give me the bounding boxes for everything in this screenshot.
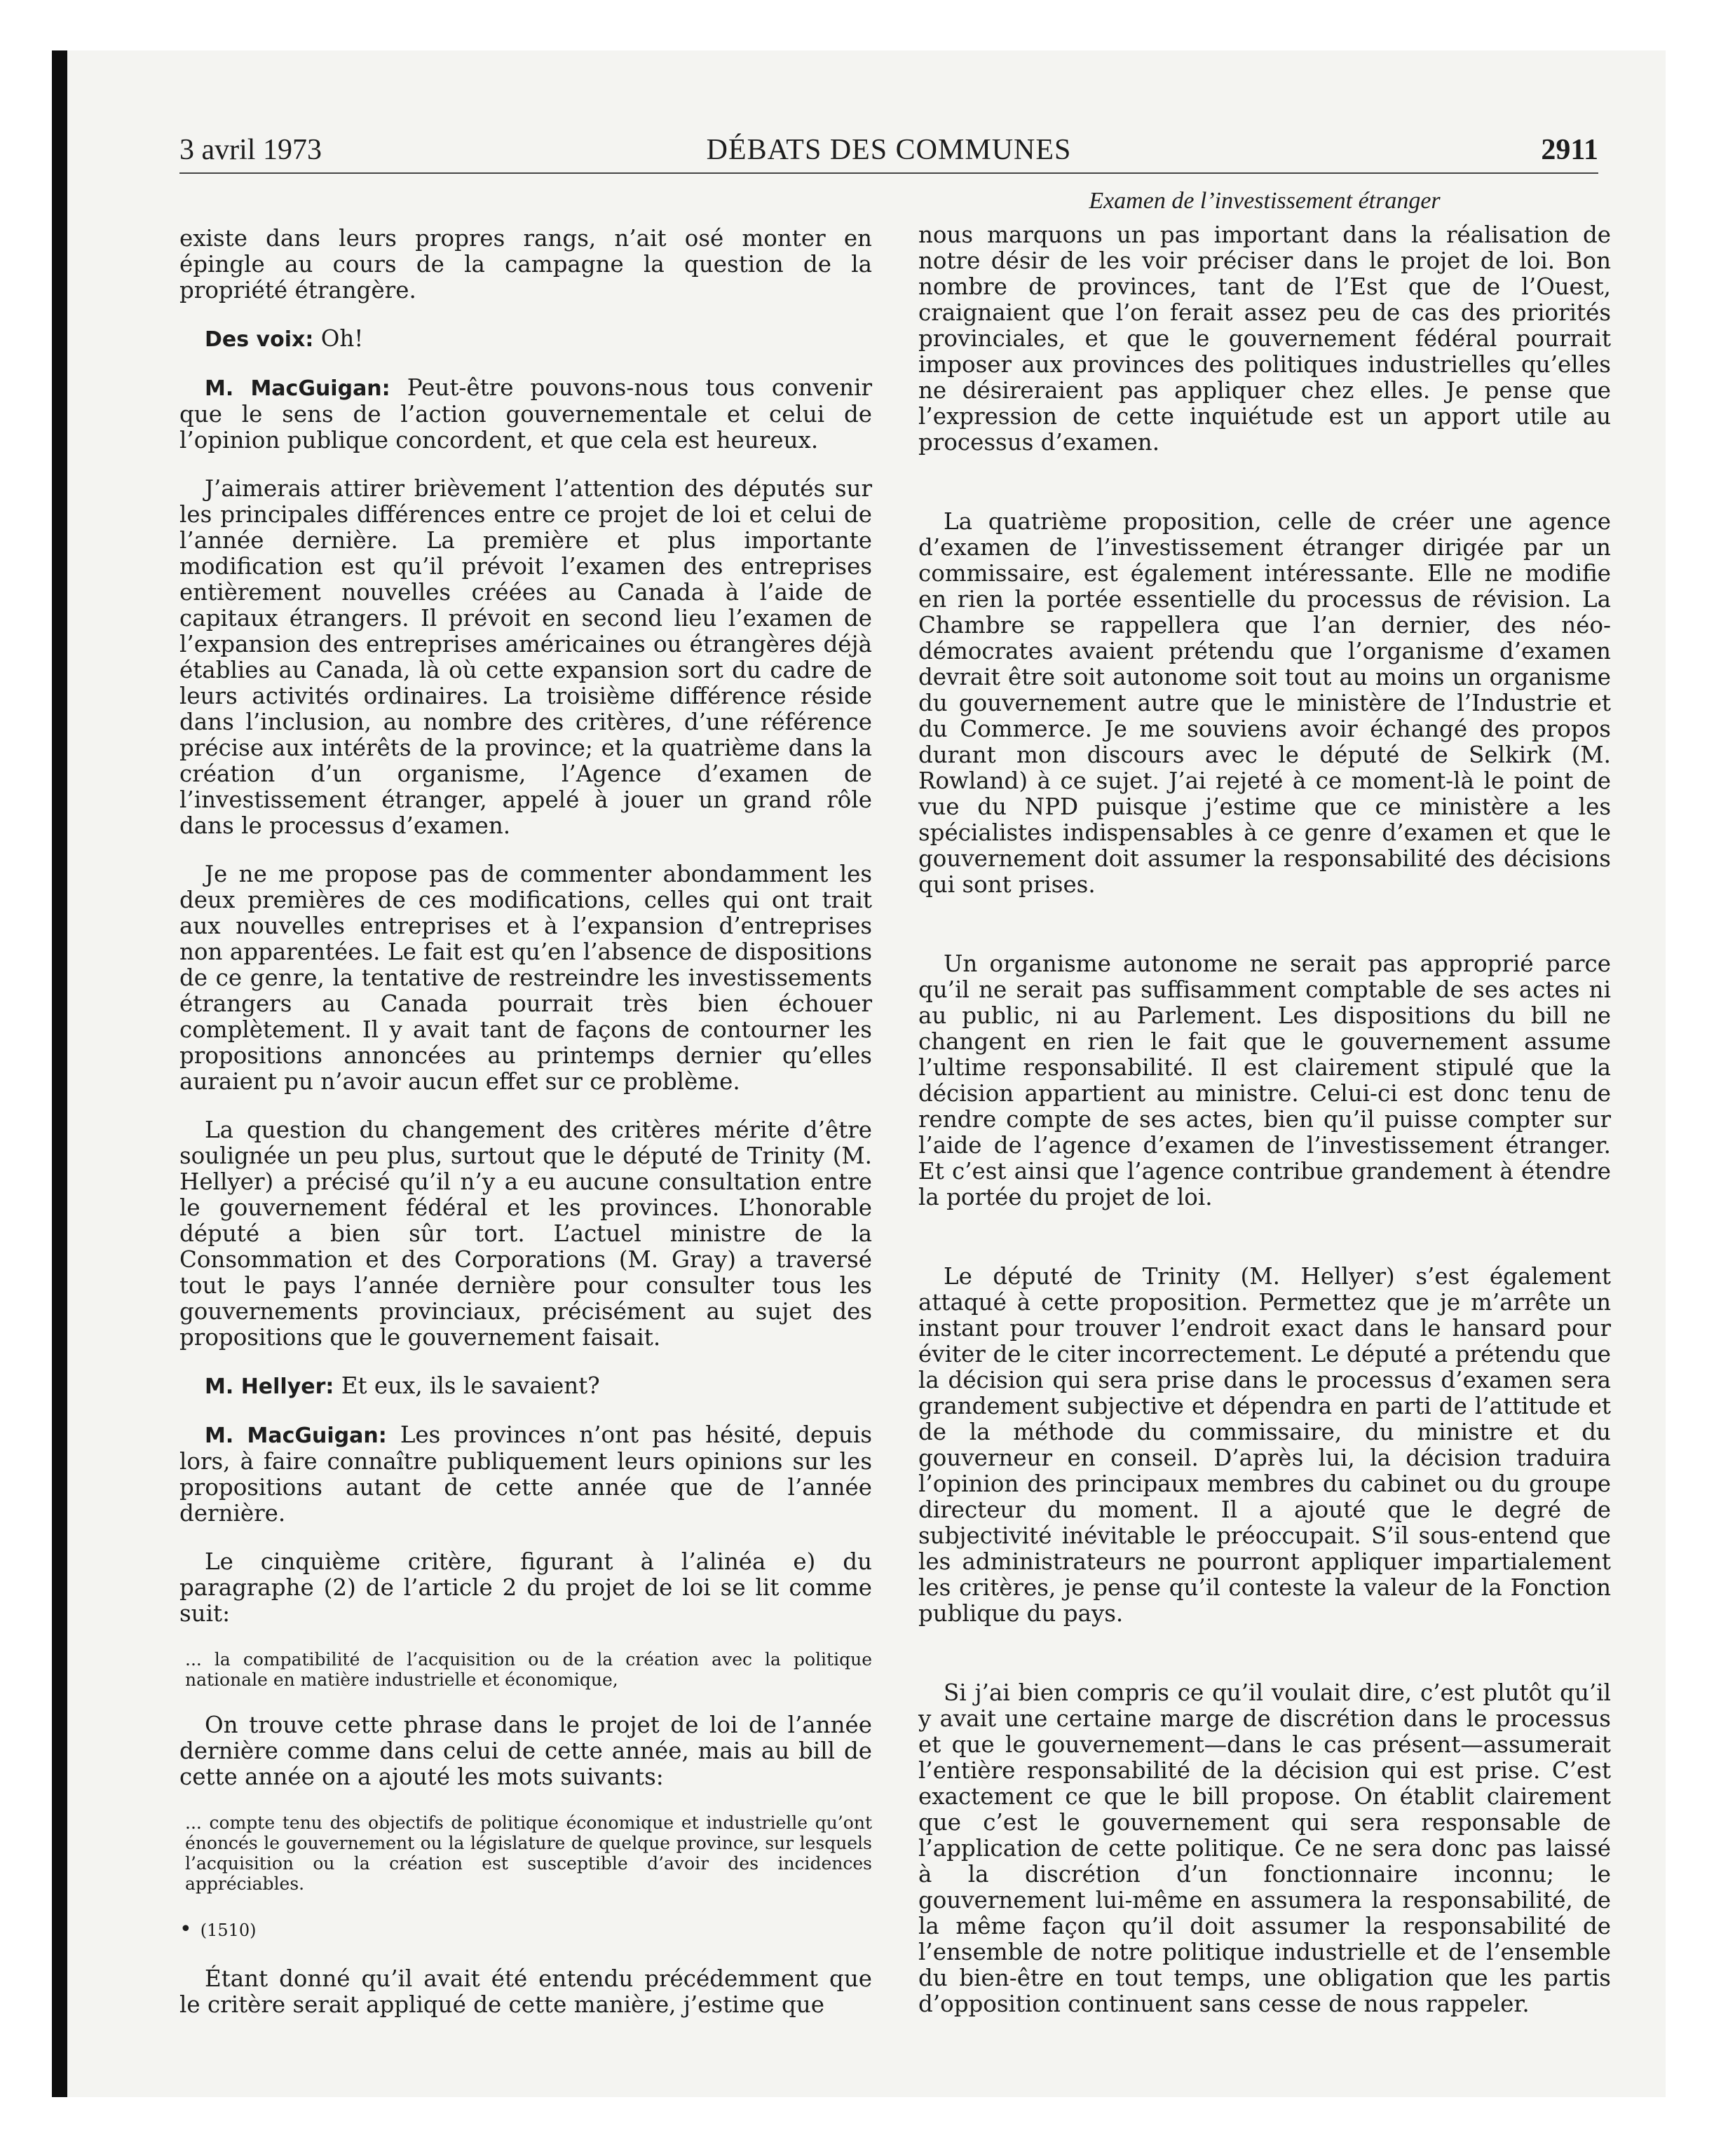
paragraph: J’aimerais attirer brièvement l’attention des députés sur les principales différences entre ce projet de loi et celui de l’année dernière. La première et plus importante modification est qu’il prévoit l’examen des entreprises entièrement nouvelles créées au Canada à l’aide de capitaux étrangers. Il prévoit en second lieu l’examen de l’expansion des entreprises américaines ou étrangères déjà établies au Canada, là où cette expansion sort du cadre de leurs activités ordinaires. La troisième différence réside dans l’inclusion, au nombre des critères, d’une référence précise aux intérêts de la province; et la quatrième dans la création d’un organisme, l’Agence d’examen de l’investissement étranger, appelé à jouer un grand rôle dans le processus d’examen. — [179, 475, 872, 839]
paragraph: Si j’ai bien compris ce qu’il voulait dire, c’est plutôt qu’il y avait une certaine marge de discrétion dans le processus et que le gouvernement—dans le cas présent—assumerait l’entière responsabilité de la décision qui est prise. C’est exactement ce que le bill propose. On établit clairement que c’est le gouvernement qui sera responsable de l’application de cette politique. Ce ne sera donc pas laissé à la discrétion d’un fonctionnaire inconnu; le gouvernement lui-même en assumera la responsabilité, de la même façon qu’il doit assumer la responsabilité de l’ensemble de notre politique industrielle et de l’ensemble du bien-être en tout temps, une obligation que les partis d’opposition continuent sans cesse de nous rappeler. — [918, 1679, 1611, 2017]
speaker-name: M. MacGuigan: — [205, 1424, 387, 1448]
running-head: Examen de l’investissement étranger — [1089, 188, 1441, 214]
time-marker-text: (1510) — [200, 1920, 257, 1940]
time-marker — [179, 1916, 872, 1944]
header-date: 3 avril 1973 — [179, 134, 322, 166]
paragraph: Le cinquième critère, figurant à l’alinéa e) du paragraphe (2) de l’article 2 du projet de loi se lit comme suit: — [179, 1548, 872, 1627]
paragraph: Un organisme autonome ne serait pas approprié parce qu’il ne serait pas suffisamment comptable de ses actes ni au public, ni au Parlement. Les dispositions du bill ne changent en rien le fait que le gouvernement assume l’ultime responsabilité. Il est clairement stipulé que la décision appartient au ministre. Celui-ci est donc tenu de rendre compte de ses actes, bien qu’il puisse compter sur l’aide de l’agence d’examen de l’investissement étranger. Et c’est ainsi que l’agence contribue grandement à étendre la portée du projet de loi. — [918, 950, 1611, 1210]
paragraph: Je ne me propose pas de commenter abondamment les deux premières de ces modifications, celles qui ont trait aux nouvelles entreprises et à l’expansion d’entreprises non apparentées. Le fait est qu’en l’absence de dispositions de ce genre, la tentative de restreindre les investissements étrangers au Canada pourrait très bien échouer complètement. Il y avait tant de façons de contourner les propositions annoncées au printemps dernier qu’elles auraient pu n’avoir aucun effet sur ce problème. — [179, 861, 872, 1095]
speaker-paragraph — [179, 326, 872, 353]
paragraph: Étant donné qu’il avait été entendu précédemment que le critère serait appliqué de cette manière, j’estime que — [179, 1965, 872, 2018]
right-column — [918, 188, 1611, 2040]
speech-text: Peut-être pouvons-nous tous convenir que le sens de l’action gouvernementale et celui de l’opinion publique concordent, et que cela est heureux. — [179, 374, 872, 453]
speech-text: Et eux, ils le savaient? — [334, 1372, 600, 1399]
paragraph: La quatrième proposition, celle de créer une agence d’examen de l’investissement étranger dirigée par un commissaire, est également intéressante. Elle ne modifie en rien la portée essentielle du processus de révision. La Chambre se rappellera que l’an dernier, des néo-démocrates avaient prétendu que l’organisme d’examen devrait être soit autonome soit tout au moins un organisme du gouvernement autre que le ministère de l’Industrie et du Commerce. Je me souviens avoir échangé des propos durant mon discours avec le député de Selkirk (M. Rowland) à ce sujet. J’ai rejeté à ce moment-là le point de vue du NPD puisque j’estime que ce ministère a les spécialistes indispensables à ce genre d’examen et que le gouvernement doit assumer la responsabilité des décisions qui sont prises. — [918, 508, 1611, 898]
speaker-name: Des voix: — [205, 327, 314, 352]
left-column — [179, 226, 872, 2040]
page-header — [179, 133, 1598, 174]
speech-text: Oh! — [313, 325, 364, 352]
speaker-paragraph — [179, 1422, 872, 1527]
speech-text: Les provinces n’ont pas hésité, depuis lors, à faire connaître publiquement leurs opinions sur les propositions autant de cette année que de l’année dernière. — [179, 1421, 872, 1527]
block-quote: ... la compatibilité de l’acquisition ou de la création avec la politique nationale en matière industrielle et économique, — [185, 1649, 872, 1690]
paragraph: existe dans leurs propres rangs, n’ait osé monter en épingle au cours de la campagne la question de la propriété étrangère. — [179, 225, 872, 303]
header-title: DÉBATS DES COMMUNES — [706, 134, 1072, 166]
scan-edge-shadow — [52, 50, 67, 2097]
speaker-name: M. Hellyer: — [205, 1374, 334, 1399]
speaker-paragraph — [179, 1373, 872, 1400]
paragraph: Le député de Trinity (M. Hellyer) s’est également attaqué à cette proposition. Permettez que je m’arrête un instant pour trouver l’endroit exact dans le hansard pour éviter de le citer incorrectement. Le député a prétendu que la décision qui sera prise dans le processus d’examen sera grandement subjective et dépendra en parti de l’attitude et de la méthode du commissaire, du ministre et du gouverneur en conseil. D’après lui, la décision traduira l’opinion des principaux membres du cabinet ou du groupe directeur du moment. Il a ajouté que le degré de subjectivité inévitable le préoccupait. S’il sous-entend que les administrateurs ne pourront appliquer impartialement les critères, je pense qu’il conteste la valeur de la Fonction publique du pays. — [918, 1263, 1611, 1627]
paragraph: La question du changement des critères mérite d’être soulignée un peu plus, surtout que le député de Trinity (M. Hellyer) a précisé qu’il n’y a eu aucune consultation entre le gouvernement fédéral et les provinces. L’honorable député a bien sûr tort. L’actuel ministre de la Consommation et des Corporations (M. Gray) a traversé tout le pays l’année dernière pour consulter tous les gouvernements provinciaux, précisément au sujet des propositions que le gouvernement faisait. — [179, 1117, 872, 1351]
speaker-paragraph — [179, 375, 872, 453]
bullet-icon: • — [179, 1917, 192, 1942]
paragraph: nous marquons un pas important dans la réalisation de notre désir de les voir préciser dans le projet de loi. Bon nombre de provinces, tant de l’Est que de l’Ouest, craignaient que l’on ferait assez peu de cas des priorités provinciales, et que le gouvernement fédéral pourrait imposer aux provinces des politiques industrielles qu’elles ne désireraient pas appliquer chez elles. Je pense que l’expression de cette inquiétude est un apport utile au processus d’examen. — [918, 221, 1611, 456]
speaker-name: M. MacGuigan: — [205, 376, 390, 401]
paragraph: On trouve cette phrase dans le projet de loi de l’année dernière comme dans celui de cette année, mais au bill de cette année on a ajouté les mots suivants: — [179, 1712, 872, 1790]
page-number: 2911 — [1541, 134, 1598, 166]
block-quote: ... compte tenu des objectifs de politique économique et industrielle qu’ont énoncés le gouvernement ou la législature de quelque province, sur lesquels l’acquisition ou la création est susceptible d’avoir des incidences appréciables. — [185, 1813, 872, 1894]
